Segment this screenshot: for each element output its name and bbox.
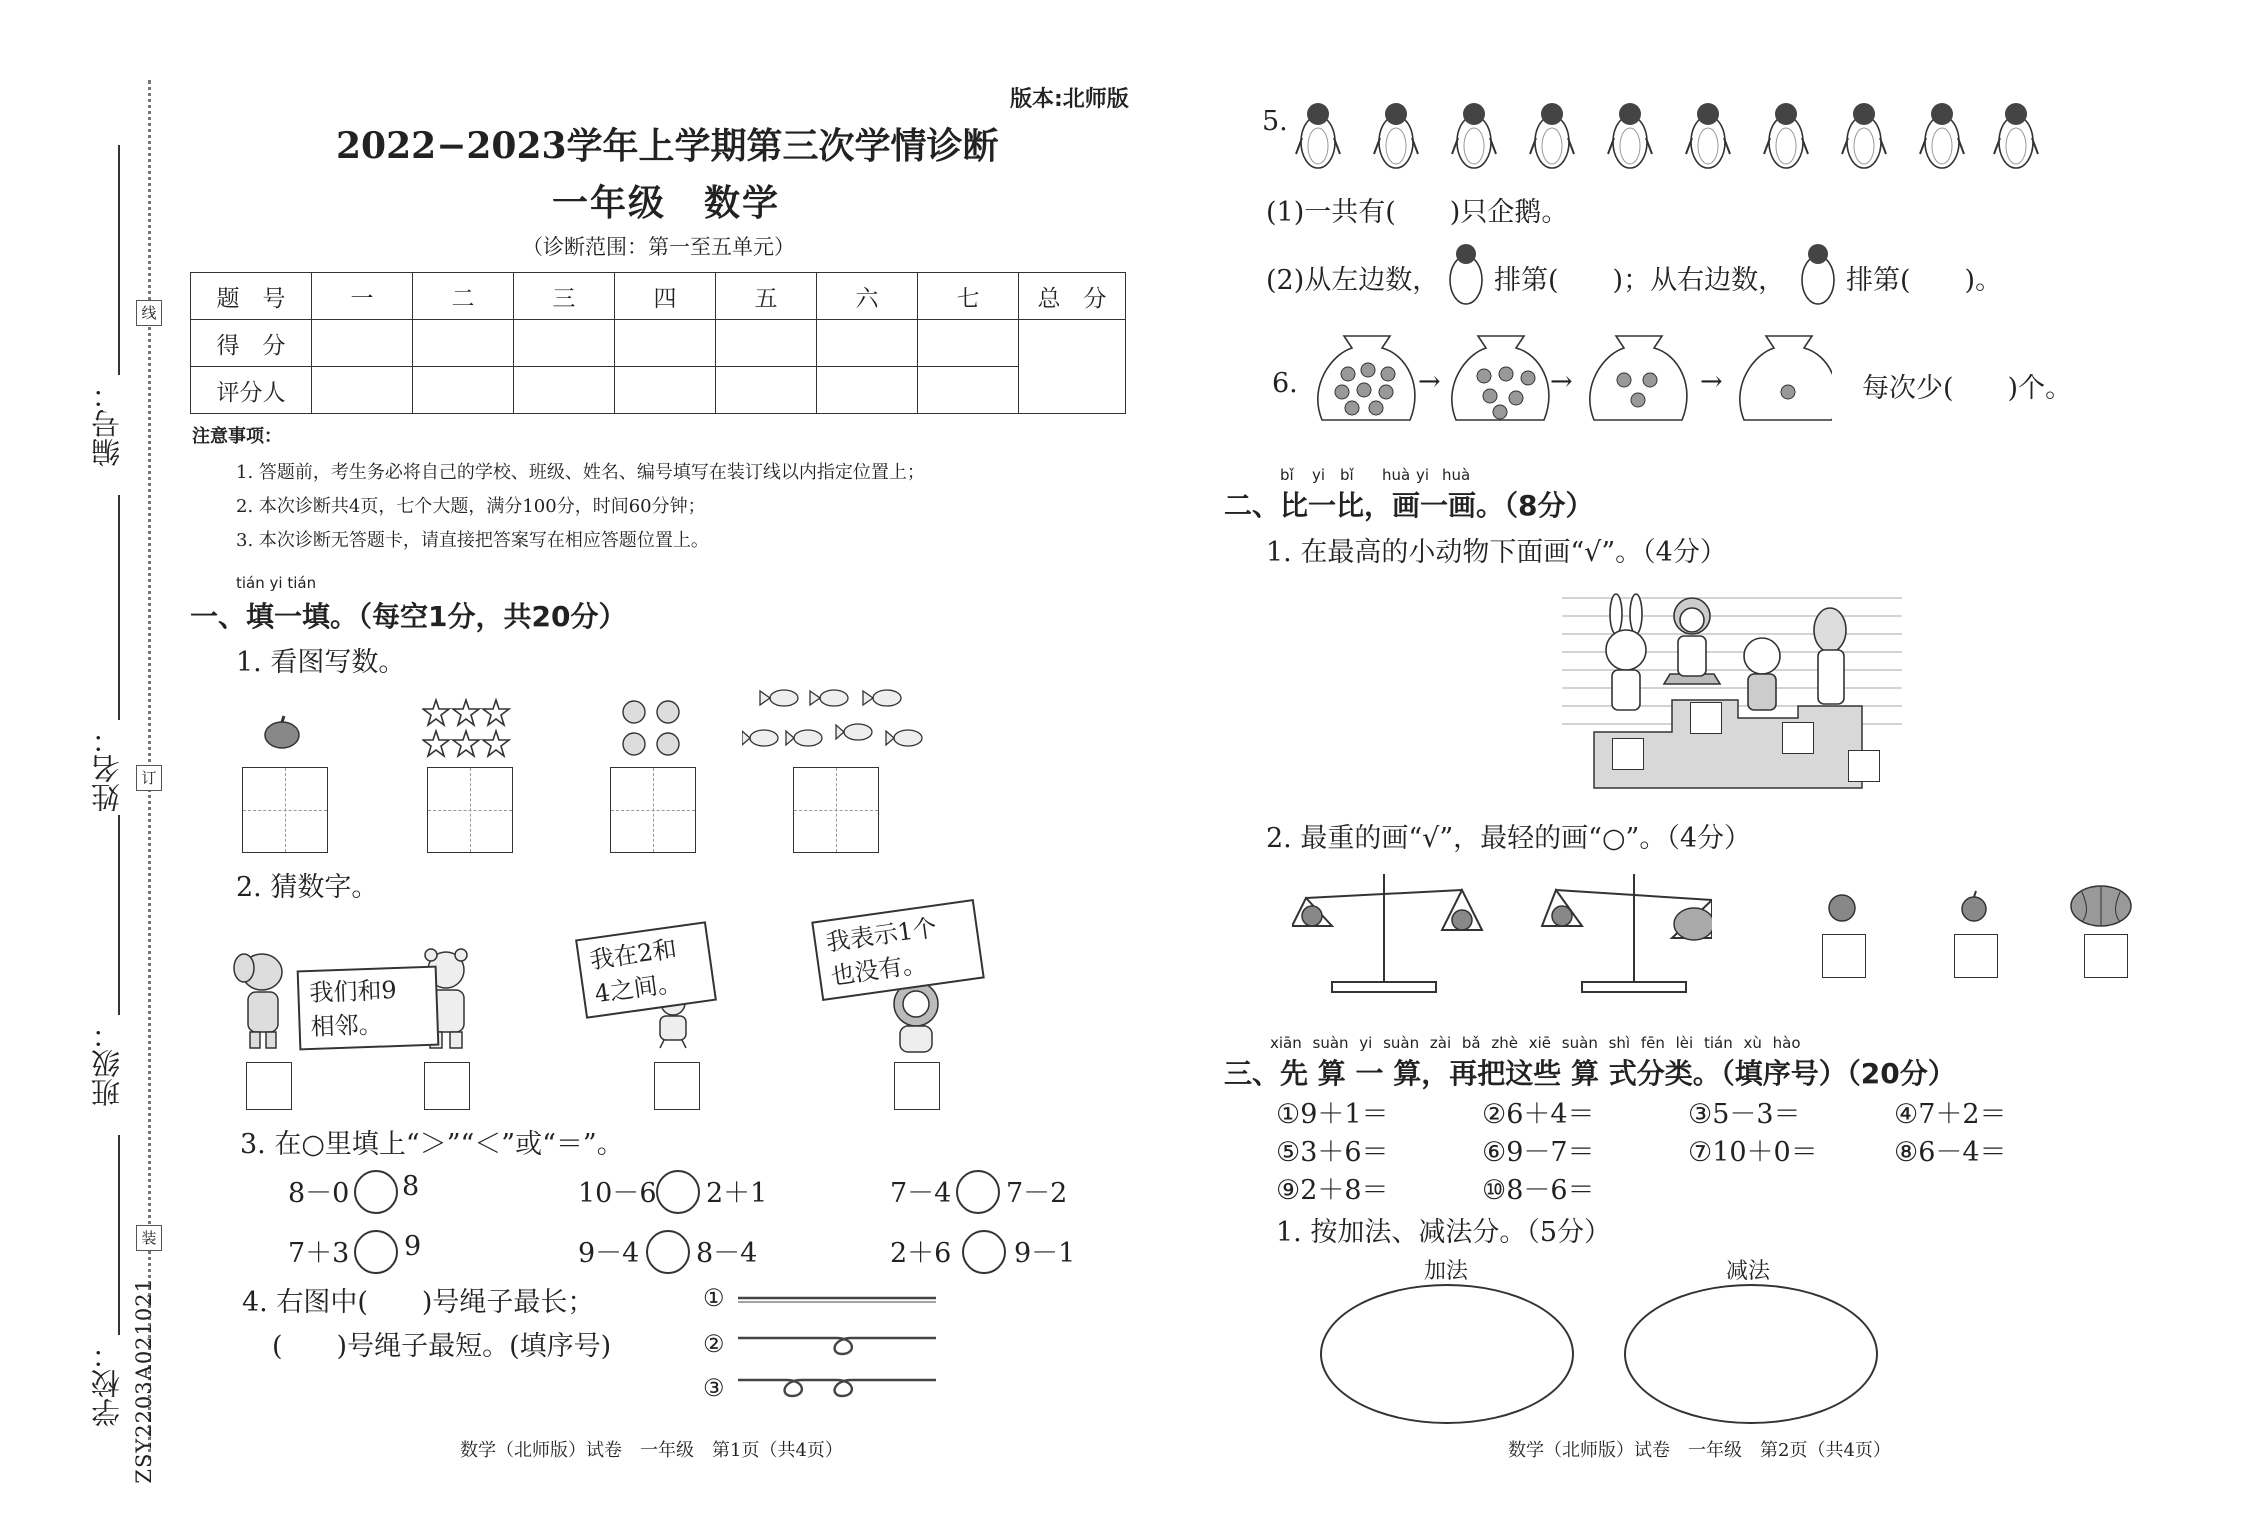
penguins-row	[1294, 98, 2040, 178]
score-cell[interactable]	[918, 320, 1019, 367]
addition-label: 加法	[1424, 1259, 1469, 1284]
balances-figure	[1292, 868, 1712, 1000]
q3-left-expr: 7－4	[890, 1178, 952, 1209]
section2-title: 二、比一比，画一画。（8分）	[1224, 489, 1594, 522]
weight-answer-box[interactable]	[1822, 934, 1866, 978]
score-header-cell: 三	[514, 273, 615, 320]
score-cell[interactable]	[514, 320, 615, 367]
subtraction-label: 减法	[1726, 1259, 1771, 1284]
q3-right-expr: 8－4	[696, 1238, 758, 1269]
grader-cell[interactable]	[615, 367, 716, 414]
tallest-answer-box[interactable]	[1612, 738, 1644, 770]
q5-part-b-3: 排第( )。	[1846, 265, 2003, 296]
score-header-cell: 六	[817, 273, 918, 320]
stars-icon	[422, 698, 514, 760]
class-write-line[interactable]	[118, 815, 120, 1015]
total-score-cell[interactable]	[1019, 320, 1126, 414]
score-cell[interactable]	[817, 320, 918, 367]
ropes-figure	[736, 1288, 946, 1408]
binding-mark-zhuang: 装	[136, 1225, 162, 1251]
note-item: 2. 本次诊断共4页，七个大题，满分100分，时间60分钟；	[236, 496, 706, 517]
section2-pinyin: huà	[1382, 466, 1411, 484]
name-label: 姓名：	[90, 725, 124, 812]
score-header-cell: 四	[615, 273, 716, 320]
apple-icon	[1954, 890, 1994, 924]
serial-number: ZSY2203A021021	[132, 1278, 156, 1484]
q2-sign-2: 我在2和 4之间。	[575, 921, 717, 1019]
q6-arrow: →	[1418, 366, 1441, 397]
calc-expr: ⑦10＋0＝	[1688, 1137, 1818, 1168]
section3-title: 三、先 算 一 算，再把这些 算 式分类。（填序号）（20分）	[1224, 1057, 1956, 1090]
q3-right-expr: 2＋1	[706, 1178, 768, 1209]
calc-expr: ⑨2＋8＝	[1276, 1175, 1389, 1206]
watermelon-icon	[2068, 884, 2134, 928]
q3-left-expr: 7＋3	[288, 1238, 350, 1269]
rope-label: ①	[703, 1284, 725, 1312]
section2-pinyin: bǐ	[1340, 466, 1354, 484]
tallest-answer-box[interactable]	[1782, 722, 1814, 754]
section3-q1: 1. 按加法、减法分。（5分）	[1276, 1217, 1612, 1248]
score-header-cell: 题 号	[191, 273, 312, 320]
q1-answer-box[interactable]	[793, 767, 879, 853]
penguin-icon	[1794, 240, 1842, 308]
binding-mark-ding: 订	[136, 765, 162, 791]
tallest-answer-box[interactable]	[1848, 750, 1880, 782]
tallest-answer-box[interactable]	[1690, 702, 1722, 734]
weight-answer-box[interactable]	[1954, 934, 1998, 978]
id-write-line[interactable]	[118, 145, 120, 375]
q3-left-expr: 2＋6	[890, 1238, 952, 1269]
note-item: 1. 答题前，考生务必将自己的学校、班级、姓名、编号填写在装订线以内指定位置上；	[236, 462, 925, 483]
fish-icon	[742, 684, 932, 756]
rope-label: ③	[703, 1374, 725, 1402]
lion-icon	[884, 980, 948, 1056]
section1-pinyin: tián yi tián	[236, 574, 317, 592]
score-cell[interactable]	[716, 320, 817, 367]
q3-right-expr: 7－2	[1006, 1178, 1068, 1209]
q1-answer-box[interactable]	[427, 767, 513, 853]
grader-cell[interactable]	[716, 367, 817, 414]
notes-title: 注意事项：	[192, 426, 282, 447]
q3-compare-circle[interactable]	[354, 1230, 398, 1274]
score-row-label: 评分人	[191, 367, 312, 414]
q2-answer-box[interactable]	[246, 1062, 292, 1110]
page2-footer: 数学（北师版）试卷 一年级 第2页（共4页）	[1508, 1440, 1891, 1461]
calc-expr: ⑤3＋6＝	[1276, 1137, 1389, 1168]
section2-pinyin: huà	[1442, 466, 1471, 484]
q3-right-expr: 9－1	[1014, 1238, 1076, 1269]
q3-compare-circle[interactable]	[354, 1170, 398, 1214]
calc-expr: ②6＋4＝	[1482, 1099, 1595, 1130]
q2-answer-box[interactable]	[894, 1062, 940, 1110]
school-label: 学校：	[90, 1340, 124, 1427]
q6-arrow: →	[1700, 366, 1723, 397]
q3-compare-circle[interactable]	[656, 1170, 700, 1214]
section2-pinyin: bǐ	[1280, 466, 1294, 484]
calc-expr: ⑧6－4＝	[1894, 1137, 2007, 1168]
exam-subtitle: 一年级 数学	[552, 182, 781, 224]
score-row-label: 得 分	[191, 320, 312, 367]
score-header-cell: 总 分	[1019, 273, 1126, 320]
version-label: 版本:北师版	[1010, 87, 1129, 112]
q2-sign-1: 我们和9 相邻。	[297, 966, 440, 1051]
score-table	[190, 272, 1126, 414]
page1-footer: 数学（北师版）试卷 一年级 第1页（共4页）	[460, 1440, 843, 1461]
q2-answer-box[interactable]	[424, 1062, 470, 1110]
section2-q1: 1. 在最高的小动物下面画“√”。（4分）	[1266, 537, 1727, 568]
q6-arrow: →	[1550, 366, 1573, 397]
q2-title: 2. 猜数字。	[236, 872, 379, 903]
q3-title: 3. 在○里填上“＞”“＜”或“＝”。	[240, 1129, 624, 1160]
q3-right-expr: 9	[404, 1231, 422, 1262]
grader-cell[interactable]	[918, 367, 1019, 414]
subtraction-oval[interactable]	[1624, 1284, 1878, 1424]
q1-title: 1. 看图写数。	[236, 647, 406, 678]
q1-answer-box[interactable]	[610, 767, 696, 853]
q3-left-expr: 9－4	[578, 1238, 640, 1269]
q4-line-1: 4. 右图中( )号绳子最长；	[242, 1287, 595, 1318]
grader-cell[interactable]	[514, 367, 615, 414]
elephant-icon	[232, 950, 302, 1050]
q3-left-expr: 10－6	[578, 1178, 657, 1209]
calc-expr: ⑩8－6＝	[1482, 1175, 1595, 1206]
score-cell[interactable]	[413, 320, 514, 367]
section1-title: 一、填一填。（每空1分，共20分）	[190, 600, 627, 633]
q3-right-expr: 8	[402, 1171, 420, 1202]
peaches-icon	[618, 698, 688, 762]
school-write-line[interactable]	[118, 1135, 120, 1335]
q4-line-2: ( )号绳子最短。(填序号)	[272, 1331, 612, 1362]
q2-answer-box[interactable]	[654, 1062, 700, 1110]
id-label: 编号：	[90, 380, 124, 467]
class-label: 班级：	[90, 1020, 124, 1107]
section2-pinyin: yi	[1416, 466, 1430, 484]
rope-label: ②	[703, 1330, 725, 1358]
section2-q2: 2. 最重的画“√”，最轻的画“○”。（4分）	[1266, 823, 1751, 854]
q3-left-expr: 8－0	[288, 1178, 350, 1209]
q5-part-b-1: (2)从左边数，	[1266, 265, 1440, 296]
q5-part-b-2: 排第( )；从右边数，	[1494, 265, 1786, 296]
exam-range: （诊断范围：第一至五单元）	[522, 235, 795, 259]
pumpkin-icon	[262, 715, 302, 751]
score-header-cell: 五	[716, 273, 817, 320]
grader-cell[interactable]	[312, 367, 413, 414]
q3-compare-circle[interactable]	[962, 1230, 1006, 1274]
grader-cell[interactable]	[413, 367, 514, 414]
score-cell[interactable]	[615, 320, 716, 367]
q5-number: 5.	[1262, 106, 1288, 137]
score-header-cell: 二	[413, 273, 514, 320]
binding-mark-xian: 线	[136, 300, 162, 326]
q6-number: 6.	[1272, 368, 1298, 399]
score-header-cell: 七	[918, 273, 1019, 320]
q5-part-a: (1)一共有( )只企鹅。	[1266, 197, 1569, 228]
exam-title: 2022−2023学年上学期第三次学情诊断	[336, 125, 999, 167]
section3-pinyin: xiān suàn yi suàn zài bǎ zhè xiē suàn shì fēn lèi tián xù hào	[1270, 1034, 1801, 1052]
calc-expr: ④7＋2＝	[1894, 1099, 2007, 1130]
q1-answer-box[interactable]	[242, 767, 328, 853]
q2-sign-3: 我表示1个 也没有。	[811, 899, 985, 1001]
q6-text: 每次少( )个。	[1862, 373, 2073, 404]
section2-pinyin: yi	[1312, 466, 1326, 484]
calc-expr: ①9＋1＝	[1276, 1099, 1389, 1130]
penguin-icon	[1442, 240, 1490, 308]
addition-oval[interactable]	[1320, 1284, 1574, 1424]
q3-compare-circle[interactable]	[956, 1170, 1000, 1214]
q3-compare-circle[interactable]	[646, 1230, 690, 1274]
note-item: 3. 本次诊断无答题卡，请直接把答案写在相应答题位置上。	[236, 530, 709, 551]
score-cell[interactable]	[312, 320, 413, 367]
calc-expr: ⑥9－7＝	[1482, 1137, 1595, 1168]
name-write-line[interactable]	[118, 495, 120, 720]
grader-cell[interactable]	[817, 367, 918, 414]
score-header-cell: 一	[312, 273, 413, 320]
calc-expr: ③5－3＝	[1688, 1099, 1801, 1130]
tomato-icon	[1822, 890, 1862, 924]
weight-answer-box[interactable]	[2084, 934, 2128, 978]
